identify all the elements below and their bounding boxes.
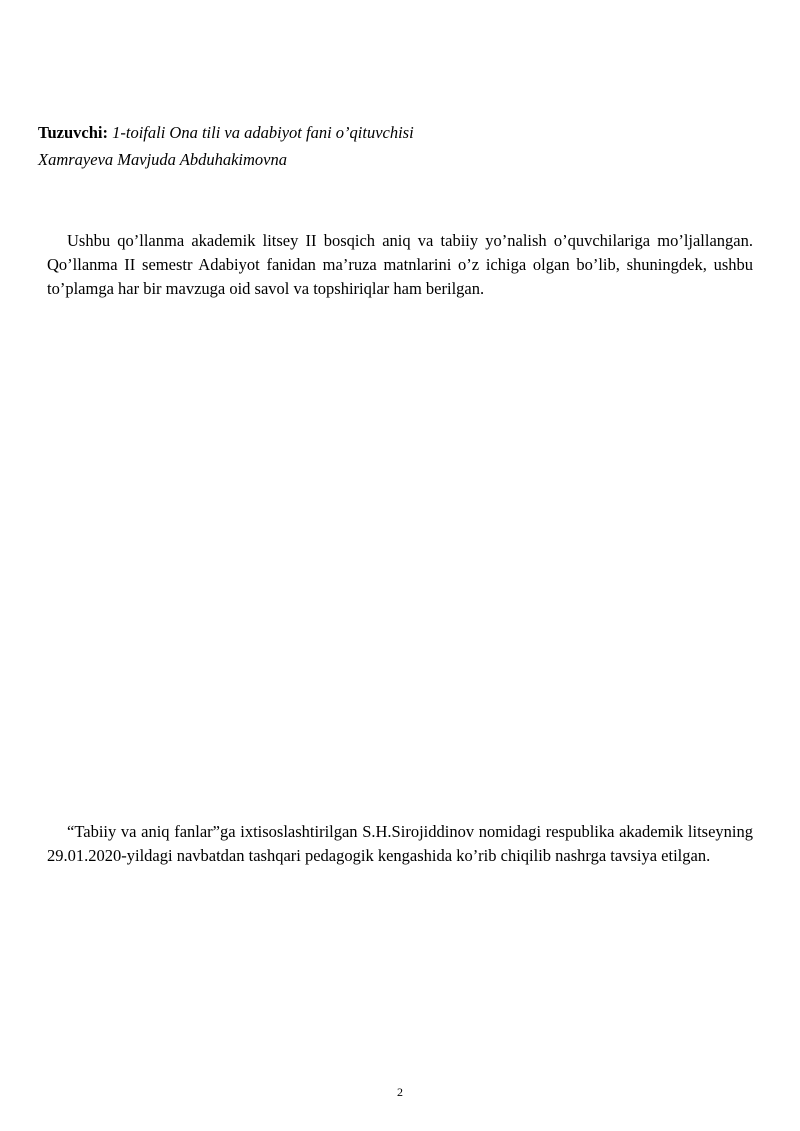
page-number: 2	[397, 1085, 403, 1099]
author-label: Tuzuvchi:	[38, 123, 108, 142]
intro-paragraph: Ushbu qo’llanma akademik litsey II bosqich aniq va tabiiy yo’nalish o’quvchilariga mo’ljallangan. Qo’llanma II semestr Adabiyot fanidan ma’ruza matnlarini o’z ichiga olgan bo’lib, shuningdek, ushbu to’plamga har bir mavzuga oid savol va topshiriqlar ham berilgan.	[47, 231, 753, 298]
author-name: Xamrayeva Mavjuda Abduhakimovna	[38, 150, 287, 169]
author-line	[38, 119, 758, 146]
approval-paragraph: “Tabiiy va aniq fanlar”ga ixtisoslashtirilgan S.H.Sirojiddinov nomidagi respublika akademik litseyning 29.01.2020-yildagi navbatdan tashqari pedagogik kengashida ko’rib chiqilib nashrga tavsiya etilgan.	[47, 822, 753, 865]
author-block	[38, 119, 758, 173]
author-position: 1-toifali Ona tili va adabiyot fani o’qituvchisi	[112, 123, 414, 142]
